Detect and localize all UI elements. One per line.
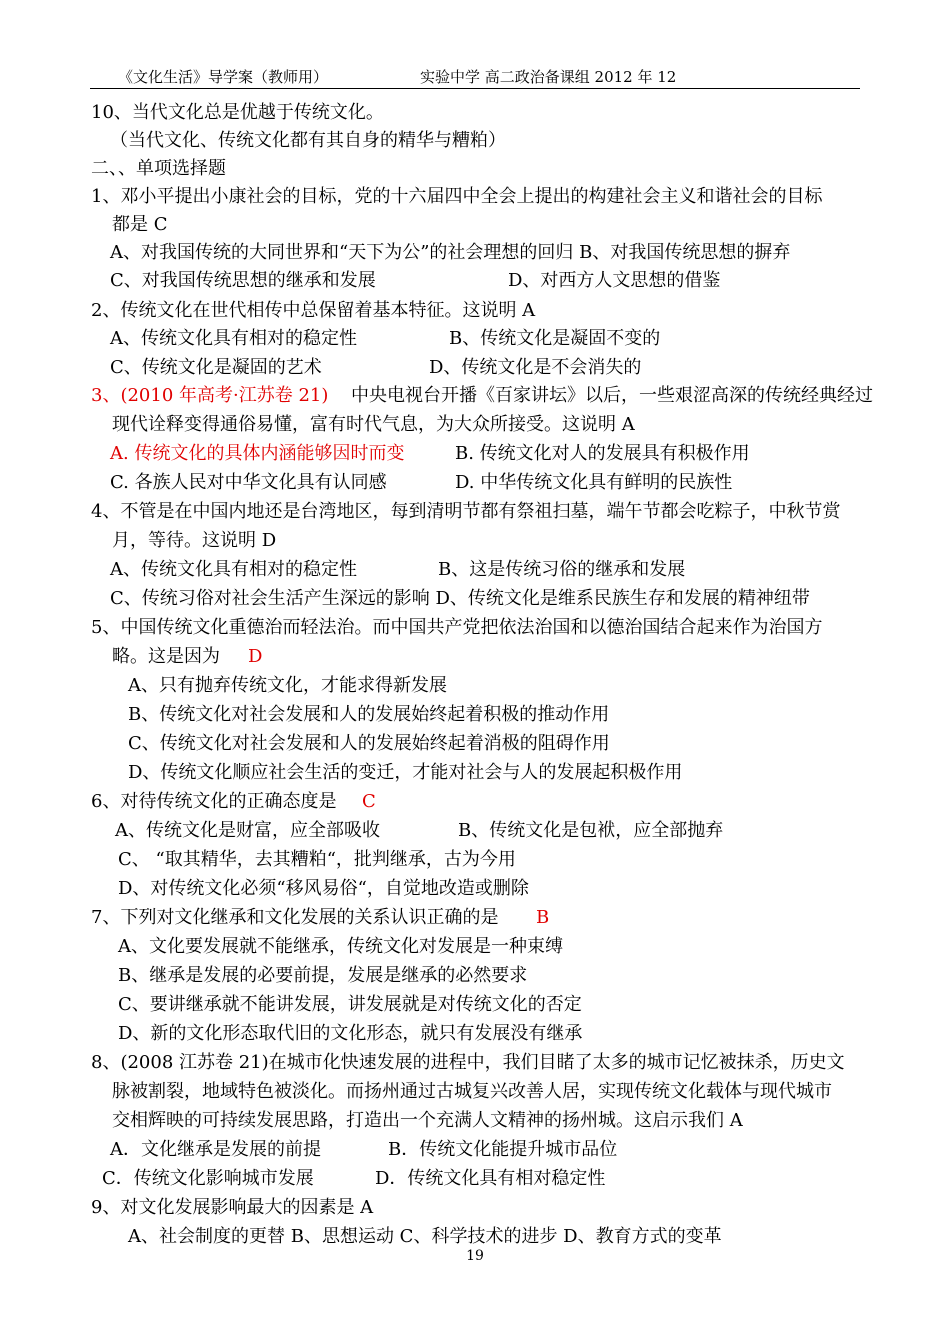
text-line: B、传统文化对社会发展和人的发展始终起着积极的推动作用 <box>128 704 610 725</box>
text-line: 现代诠释变得通俗易懂，富有时代气息，为大众所接受。这说明 A <box>112 414 635 435</box>
text-line: B、继承是发展的必要前提，发展是继承的必然要求 <box>118 965 528 986</box>
text-line: D．传统文化具有相对稳定性 <box>375 1168 606 1189</box>
text-line: A、对我国传统的大同世界和“天下为公”的社会理想的回归 B、对我国传统思想的摒弃 <box>110 242 791 263</box>
text-line: 5、中国传统文化重德治而轻法治。而中国共产党把依法治国和以德治国结合起来作为治国方 <box>91 617 823 638</box>
text-line: C、传统文化是凝固的艺术 <box>110 357 322 378</box>
text-line: D <box>248 646 263 667</box>
text-line: A、传统文化具有相对的稳定性 <box>110 559 357 580</box>
text-line: C. 各族人民对中华文化具有认同感 <box>110 472 387 493</box>
text-line: B．传统文化能提升城市品位 <box>388 1139 618 1160</box>
text-line: 中央电视台开播《百家讲坛》以后，一些艰涩高深的传统经典经过 <box>351 385 873 406</box>
text-line: D、对传统文化必须“移风易俗“，自觉地改造或删除 <box>118 878 529 899</box>
page-number: 19 <box>466 1248 484 1264</box>
text-line: B、传统文化是凝固不变的 <box>449 328 661 349</box>
text-line: A、传统文化具有相对的稳定性 <box>110 328 357 349</box>
text-line: B <box>536 907 550 928</box>
text-line: C．传统文化影响城市发展 <box>102 1168 314 1189</box>
text-line: A、社会制度的更替 B、思想运动 C、科学技术的进步 D、教育方式的变革 <box>128 1226 722 1247</box>
text-line: C <box>362 791 376 812</box>
text-line: 7、下列对文化继承和文化发展的关系认识正确的是 <box>91 907 499 928</box>
text-line: A、只有抛弃传统文化，才能求得新发展 <box>128 675 447 696</box>
text-line: D、新的文化形态取代旧的文化形态，就只有发展没有继承 <box>118 1023 583 1044</box>
header-right: 实验中学 高二政治备课组 2012 年 12 <box>420 68 677 86</box>
text-line: 月，等待。这说明 D <box>112 530 277 551</box>
text-line: 10、当代文化总是优越于传统文化。 <box>91 102 384 123</box>
text-line: C、传统习俗对社会生活产生深远的影响 D、传统文化是维系民族生存和发展的精神纽带 <box>110 588 810 609</box>
text-line: B. 传统文化对人的发展具有积极作用 <box>455 443 750 464</box>
text-line: 3、(2010 年高考·江苏卷 21) <box>91 385 329 406</box>
text-line: 6、对待传统文化的正确态度是 <box>91 791 337 812</box>
text-line: 4、不管是在中国内地还是台湾地区，每到清明节都有祭祖扫墓，端午节都会吃粽子，中秋节赏 <box>91 501 841 522</box>
text-line: 8、(2008 江苏卷 21)在城市化快速发展的进程中，我们目睹了太多的城市记忆被抹杀，历史文 <box>91 1052 845 1073</box>
text-line: A、传统文化是财富，应全部吸收 <box>115 820 380 841</box>
text-line: C、对我国传统思想的继承和发展 <box>110 270 376 291</box>
text-line: D、传统文化是不会消失的 <box>429 357 642 378</box>
text-line: 交相辉映的可持续发展思路，打造出一个充满人文精神的扬州城。这启示我们 A <box>112 1110 743 1131</box>
text-line: 略。这是因为 <box>112 646 220 667</box>
text-line: B、这是传统习俗的继承和发展 <box>438 559 686 580</box>
text-line: 9、对文化发展影响最大的因素是 A <box>91 1197 374 1218</box>
text-line: A. 传统文化的具体内涵能够因时而变 <box>110 443 405 464</box>
text-line: 1、邓小平提出小康社会的目标，党的十六届四中全会上提出的构建社会主义和谐社会的目标 <box>91 186 823 207</box>
page-header <box>90 66 860 89</box>
text-line: D. 中华传统文化具有鲜明的民族性 <box>455 472 733 493</box>
text-line: C、要讲继承就不能讲发展，讲发展就是对传统文化的否定 <box>118 994 582 1015</box>
text-line: 脉被割裂，地域特色被淡化。而扬州通过古城复兴改善人居，实现传统文化载体与现代城市 <box>112 1081 832 1102</box>
text-line: C、 “取其精华，去其糟粕“，批判继承，古为今用 <box>118 849 516 870</box>
text-line: 都是 C <box>112 214 168 235</box>
text-line: （当代文化、传统文化都有其自身的精华与糟粕） <box>110 130 506 151</box>
text-line: 2、传统文化在世代相传中总保留着基本特征。这说明 A <box>91 300 536 321</box>
text-line: D、传统文化顺应社会生活的变迁，才能对社会与人的发展起积极作用 <box>128 762 683 783</box>
header-left: 《文化生活》导学案（教师用） <box>118 68 329 86</box>
text-line: 二、、单项选择题 <box>91 158 226 179</box>
text-line: B、传统文化是包袱，应全部抛弃 <box>458 820 724 841</box>
text-line: A、文化要发展就不能继承，传统文化对发展是一种束缚 <box>118 936 563 957</box>
text-line: D、对西方人文思想的借鉴 <box>508 270 721 291</box>
text-line: A．文化继承是发展的前提 <box>110 1139 321 1160</box>
text-line: C、传统文化对社会发展和人的发展始终起着消极的阻碍作用 <box>128 733 610 754</box>
